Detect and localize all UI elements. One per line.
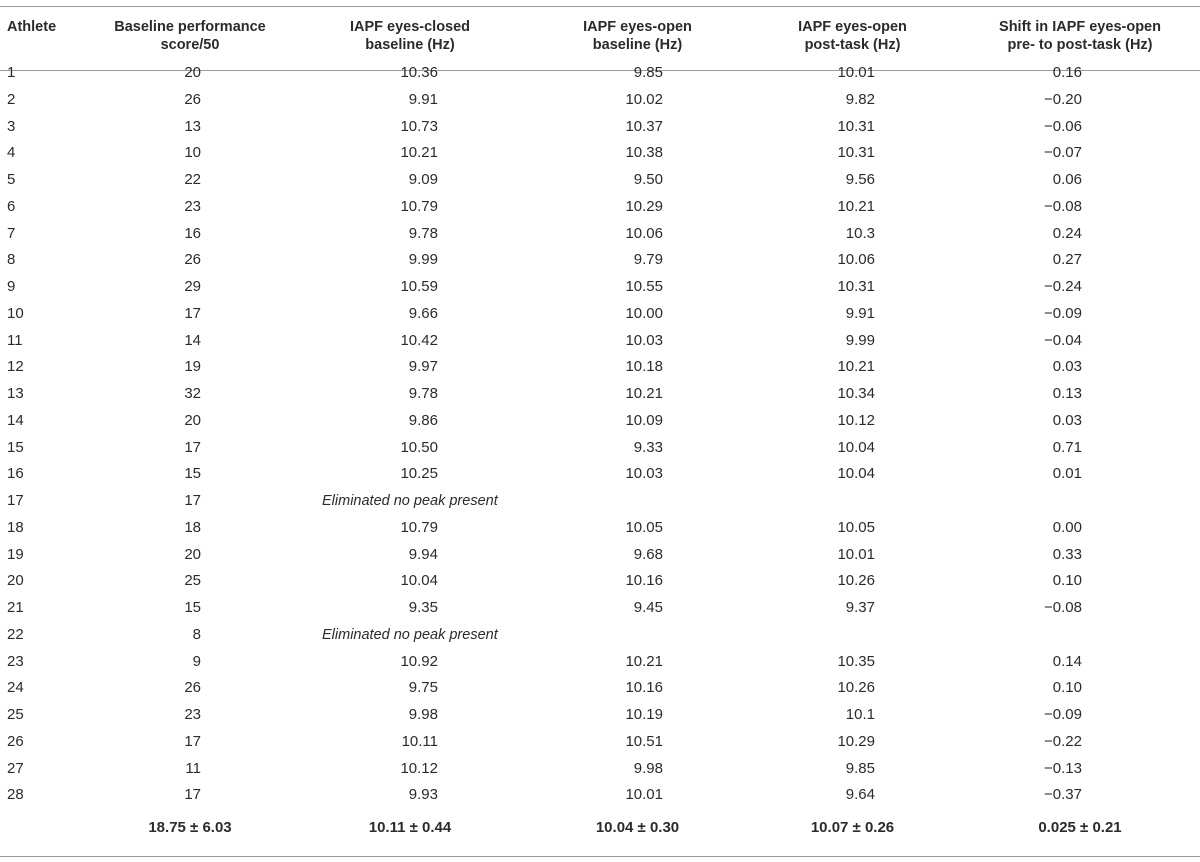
cell-ec-baseline: 9.78 — [408, 385, 438, 402]
cell-baseline-score: 10 — [184, 144, 201, 162]
header-athlete: Athlete — [7, 19, 57, 35]
cell-ec-baseline: 9.97 — [408, 358, 438, 376]
cell-ec-baseline: 10.12 — [400, 759, 438, 777]
cell-ec-baseline: 10.04 — [400, 572, 438, 590]
cell-shift: 0.03 — [1052, 358, 1082, 376]
cell-baseline-score: 29 — [184, 278, 201, 295]
cell-ec-baseline: 9.91 — [408, 90, 438, 108]
cell-shift: −0.09 — [1044, 304, 1082, 322]
cell-shift: −0.08 — [1044, 599, 1082, 616]
summary-eo-post: 10.07 ± 0.26 — [810, 819, 895, 836]
cell-ec-baseline: 10.59 — [400, 278, 438, 295]
cell-shift: 0.01 — [1052, 465, 1082, 483]
cell-eo-baseline: 10.21 — [625, 652, 663, 670]
cell-eo-baseline: 10.03 — [625, 465, 663, 483]
cell-eo-post: 10.31 — [837, 117, 875, 135]
cell-baseline-score: 14 — [184, 331, 201, 349]
cell-shift: 0.03 — [1052, 411, 1082, 429]
cell-shift: 0.10 — [1052, 679, 1082, 697]
cell-ec-baseline: 9.66 — [408, 304, 438, 322]
cell-eo-baseline: 9.45 — [633, 599, 663, 616]
cell-eo-post: 9.82 — [845, 90, 875, 108]
cell-baseline-score: 17 — [184, 492, 201, 509]
cell-athlete: 18 — [7, 518, 24, 536]
cell-eo-post: 10.34 — [837, 385, 875, 402]
cell-eo-post: 10.1 — [845, 706, 875, 723]
cell-eo-post: 10.31 — [837, 144, 875, 162]
cell-eo-baseline: 9.98 — [633, 759, 663, 777]
cell-eo-baseline: 10.16 — [625, 572, 663, 590]
table-row — [0, 488, 1200, 515]
iapf-table — [0, 8, 1200, 843]
cell-eo-baseline: 10.05 — [625, 518, 663, 536]
cell-athlete: 10 — [7, 304, 24, 322]
cell-ec-baseline: 9.78 — [408, 224, 438, 242]
cell-baseline-score: 11 — [185, 759, 201, 777]
cell-athlete: 24 — [7, 679, 24, 697]
table-row — [0, 622, 1200, 649]
table-row — [0, 729, 1200, 756]
cell-eo-baseline: 10.21 — [625, 385, 663, 402]
table-body — [0, 60, 1200, 843]
cell-eo-baseline: 10.09 — [625, 411, 663, 429]
cell-shift: 0.27 — [1052, 251, 1082, 269]
cell-eo-baseline: 10.29 — [625, 197, 663, 215]
cell-eo-post: 10.06 — [837, 251, 875, 269]
cell-eo-post: 10.29 — [837, 732, 875, 750]
cell-eo-baseline: 10.38 — [625, 144, 663, 162]
cell-athlete: 25 — [7, 706, 24, 723]
cell-eo-baseline: 9.33 — [633, 438, 663, 456]
table-row — [0, 515, 1200, 542]
table-row — [0, 247, 1200, 274]
cell-shift: −0.24 — [1044, 278, 1082, 295]
cell-baseline-score: 8 — [192, 625, 201, 643]
cell-shift: 0.10 — [1052, 572, 1082, 590]
cell-athlete: 22 — [7, 625, 24, 643]
cell-athlete: 20 — [7, 572, 24, 590]
cell-shift: 0.14 — [1052, 652, 1082, 670]
cell-baseline-score: 15 — [184, 465, 201, 483]
cell-baseline-score: 17 — [184, 732, 201, 750]
cell-ec-baseline: 10.21 — [400, 144, 438, 162]
table-row — [0, 461, 1200, 488]
cell-shift: −0.06 — [1044, 117, 1082, 135]
table-row — [0, 649, 1200, 676]
cell-baseline-score: 13 — [184, 117, 201, 135]
cell-eo-post: 10.01 — [837, 64, 875, 81]
cell-shift: −0.37 — [1044, 786, 1082, 804]
cell-athlete: 2 — [7, 90, 16, 108]
cell-athlete: 8 — [7, 251, 16, 269]
cell-athlete: 9 — [7, 278, 16, 295]
table-bottom-rule — [0, 856, 1200, 857]
cell-eo-post: 10.04 — [837, 465, 875, 483]
cell-eo-post: 10.21 — [837, 197, 875, 215]
cell-baseline-score: 20 — [184, 545, 201, 563]
table-row — [0, 381, 1200, 408]
cell-eo-baseline: 9.50 — [633, 171, 663, 188]
table-summary-row — [0, 809, 1200, 843]
cell-eo-post: 9.64 — [845, 786, 875, 804]
cell-eliminated-note: Eliminated no peak present — [322, 626, 498, 643]
cell-ec-baseline: 10.36 — [400, 64, 438, 81]
cell-eo-post: 10.26 — [837, 572, 875, 590]
table-row — [0, 756, 1200, 783]
cell-athlete: 5 — [7, 171, 16, 188]
cell-ec-baseline: 9.75 — [408, 679, 438, 697]
cell-eo-baseline: 10.19 — [625, 706, 663, 723]
cell-eo-baseline: 10.00 — [625, 304, 663, 322]
cell-baseline-score: 17 — [184, 438, 201, 456]
header-baseline-score: Baseline performance score/50 — [114, 19, 266, 53]
cell-ec-baseline: 9.93 — [408, 786, 438, 804]
cell-eo-post: 10.01 — [837, 545, 875, 563]
cell-shift: −0.22 — [1044, 732, 1082, 750]
table-row — [0, 114, 1200, 141]
cell-shift: 0.33 — [1052, 545, 1082, 563]
cell-baseline-score: 22 — [184, 171, 201, 188]
cell-ec-baseline: 9.35 — [408, 599, 438, 616]
cell-eo-post: 9.91 — [845, 304, 875, 322]
cell-shift: −0.13 — [1044, 759, 1082, 777]
cell-eo-baseline: 10.03 — [625, 331, 663, 349]
header-ec-baseline: IAPF eyes-closed baseline (Hz) — [349, 19, 471, 53]
cell-athlete: 3 — [7, 117, 16, 135]
cell-athlete: 16 — [7, 465, 24, 483]
table-row — [0, 328, 1200, 355]
table-row — [0, 167, 1200, 194]
cell-baseline-score: 17 — [184, 786, 201, 804]
summary-eo-baseline: 10.04 ± 0.30 — [595, 819, 680, 836]
cell-baseline-score: 25 — [184, 572, 201, 590]
table-row — [0, 702, 1200, 729]
table-row — [0, 782, 1200, 809]
cell-ec-baseline: 10.11 — [401, 732, 438, 750]
cell-eo-post: 10.04 — [837, 438, 875, 456]
cell-athlete: 21 — [7, 599, 24, 616]
table-row — [0, 542, 1200, 569]
table-row — [0, 87, 1200, 114]
cell-eo-baseline: 10.51 — [625, 732, 663, 750]
cell-ec-baseline: 9.86 — [408, 411, 438, 429]
cell-athlete: 27 — [7, 759, 24, 777]
cell-ec-baseline: 10.92 — [400, 652, 438, 670]
table-row — [0, 140, 1200, 167]
cell-shift: 0.13 — [1052, 385, 1082, 402]
table-row — [0, 408, 1200, 435]
cell-ec-baseline: 10.79 — [400, 197, 438, 215]
table-row — [0, 568, 1200, 595]
cell-baseline-score: 20 — [184, 64, 201, 81]
header-shift: Shift in IAPF eyes-open pre- to post-task (Hz) — [999, 19, 1161, 53]
cell-athlete: 19 — [7, 545, 24, 563]
table-row — [0, 354, 1200, 381]
cell-athlete: 17 — [7, 492, 24, 509]
cell-eo-post: 9.37 — [845, 599, 875, 616]
cell-eo-baseline: 10.55 — [625, 278, 663, 295]
cell-baseline-score: 26 — [184, 251, 201, 269]
cell-ec-baseline: 10.25 — [400, 465, 438, 483]
cell-eo-baseline: 10.18 — [625, 358, 663, 376]
cell-ec-baseline: 10.73 — [400, 117, 438, 135]
cell-baseline-score: 19 — [184, 358, 201, 376]
header-eo-post: IAPF eyes-open post-task (Hz) — [798, 19, 907, 53]
cell-eo-post: 10.35 — [837, 652, 875, 670]
table-row — [0, 675, 1200, 702]
table-row — [0, 221, 1200, 248]
cell-shift: 0.06 — [1052, 171, 1082, 188]
summary-athlete — [0, 809, 90, 843]
summary-baseline-score: 18.75 ± 6.03 — [148, 819, 232, 836]
cell-eo-post: 10.05 — [837, 518, 875, 536]
cell-athlete: 23 — [7, 652, 24, 670]
cell-baseline-score: 26 — [184, 90, 201, 108]
cell-shift: 0.00 — [1052, 518, 1082, 536]
cell-baseline-score: 15 — [184, 599, 201, 616]
cell-eo-post: 9.56 — [845, 171, 875, 188]
cell-baseline-score: 23 — [184, 197, 201, 215]
cell-eo-post: 10.3 — [845, 224, 875, 242]
cell-baseline-score: 23 — [184, 706, 201, 723]
cell-baseline-score: 17 — [184, 304, 201, 322]
cell-baseline-score: 9 — [192, 652, 201, 670]
cell-eo-baseline: 9.68 — [633, 545, 663, 563]
cell-athlete: 6 — [7, 197, 16, 215]
cell-athlete: 26 — [7, 732, 24, 750]
cell-ec-baseline: 9.99 — [408, 251, 438, 269]
cell-eo-baseline: 10.01 — [625, 786, 663, 804]
cell-eo-baseline: 10.06 — [625, 224, 663, 242]
cell-eo-baseline: 10.02 — [625, 90, 663, 108]
cell-ec-baseline: 9.09 — [408, 171, 438, 188]
cell-eo-post: 9.85 — [845, 759, 875, 777]
cell-athlete: 7 — [7, 224, 16, 242]
cell-baseline-score: 26 — [184, 679, 201, 697]
cell-ec-baseline: 9.98 — [408, 706, 438, 723]
table-row — [0, 194, 1200, 221]
cell-athlete: 1 — [7, 64, 16, 81]
cell-ec-baseline: 10.50 — [400, 438, 438, 456]
table-row — [0, 595, 1200, 622]
cell-eo-post: 10.31 — [837, 278, 875, 295]
table-row — [0, 301, 1200, 328]
cell-eo-post: 10.26 — [837, 679, 875, 697]
cell-eliminated-note: Eliminated no peak present — [322, 493, 498, 509]
cell-athlete: 11 — [7, 331, 23, 349]
cell-athlete: 13 — [7, 385, 24, 402]
table-row — [0, 274, 1200, 301]
cell-ec-baseline: 9.94 — [408, 545, 438, 563]
summary-shift: 0.025 ± 0.21 — [1038, 819, 1122, 836]
cell-shift: 0.24 — [1052, 224, 1082, 242]
cell-eo-post: 9.99 — [845, 331, 875, 349]
cell-shift: 0.16 — [1052, 64, 1082, 81]
cell-eo-post: 10.12 — [837, 411, 875, 429]
cell-baseline-score: 20 — [184, 411, 201, 429]
cell-shift: −0.08 — [1044, 197, 1082, 215]
header-eo-baseline: IAPF eyes-open baseline (Hz) — [583, 19, 692, 53]
cell-ec-baseline: 10.42 — [400, 331, 438, 349]
cell-baseline-score: 32 — [184, 385, 201, 402]
cell-shift: −0.04 — [1044, 331, 1082, 349]
cell-athlete: 14 — [7, 411, 24, 429]
cell-shift: −0.09 — [1044, 706, 1082, 723]
table-header-row — [0, 8, 1200, 60]
table-row — [0, 435, 1200, 462]
cell-shift: 0.71 — [1052, 438, 1082, 456]
cell-baseline-score: 16 — [184, 224, 201, 242]
cell-eo-post: 10.21 — [837, 358, 875, 376]
cell-eo-baseline: 9.79 — [633, 251, 663, 269]
cell-athlete: 12 — [7, 358, 24, 376]
cell-ec-baseline: 10.79 — [400, 518, 438, 536]
cell-eo-baseline: 10.37 — [625, 117, 663, 135]
cell-eo-baseline: 10.16 — [625, 679, 663, 697]
table-row — [0, 60, 1200, 87]
summary-ec-baseline: 10.11 ± 0.44 — [368, 819, 452, 836]
cell-shift: −0.07 — [1044, 144, 1082, 162]
cell-athlete: 28 — [7, 786, 24, 804]
cell-baseline-score: 18 — [184, 518, 201, 536]
cell-athlete: 15 — [7, 438, 24, 456]
cell-shift: −0.20 — [1044, 90, 1082, 108]
cell-eo-baseline: 9.85 — [633, 64, 663, 81]
table-top-rule — [0, 6, 1200, 7]
cell-athlete: 4 — [7, 144, 16, 162]
